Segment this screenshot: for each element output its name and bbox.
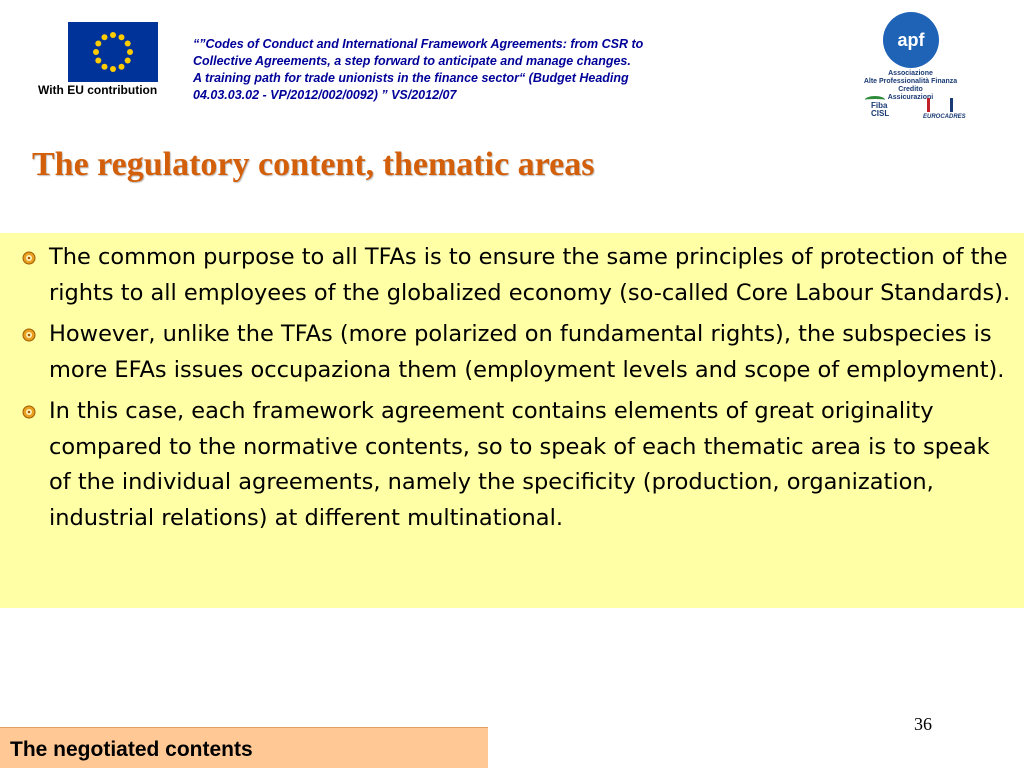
project-header-line: Collective Agreements, a step forward to anticipate and manage changes. <box>193 54 631 68</box>
project-header <box>193 36 813 104</box>
uni-logo-icon <box>927 98 953 112</box>
project-header-line: 04.03.03.02 - VP/2012/002/0092) ” VS/2012/07 <box>193 88 457 102</box>
eu-flag-logo <box>68 22 158 82</box>
apf-line: Alte Professionalità Finanza <box>863 78 958 85</box>
apf-line: Associazione <box>888 70 933 77</box>
target-bullet-icon <box>22 328 36 342</box>
project-header-line: A training path for trade unionists in the finance sector“ (Budget Heading <box>193 71 629 85</box>
bullet-text: In this case, each framework agreement contains elements of great originality compared to the normative contents, so to speak of each thematic area is to speak of the individual agreements, namely the specificity (production, organization, industrial relations) at different multinational. <box>49 398 990 531</box>
fiba-line: CISL <box>871 109 890 118</box>
apf-circle-icon <box>883 12 939 68</box>
bullet-item <box>22 317 1012 388</box>
bullet-text: However, unlike the TFAs (more polarized on fundamental rights), the subspecies is more EFAs issues occupaziona them (employment levels and scope of employment). <box>49 321 1005 383</box>
apf-line: Assicurazioni <box>887 94 934 101</box>
page-number: 36 <box>914 714 932 734</box>
target-bullet-icon <box>22 251 36 265</box>
fiba-line: Fiba <box>871 101 888 110</box>
target-bullet-icon <box>22 405 36 419</box>
bullet-item <box>22 394 1012 536</box>
project-header-line: “”Codes of Conduct and International Framework Agreements: from CSR to <box>193 37 644 51</box>
fiba-cisl-logo <box>871 102 889 118</box>
bullet-item <box>22 240 1012 311</box>
apf-acronym: apf <box>897 29 925 50</box>
slide-title: The regulatory content, thematic areas <box>32 146 595 183</box>
eurocadres-label: EUROCADRES <box>923 114 966 120</box>
footer-label: The negotiated contents <box>10 738 253 761</box>
bullet-text: The common purpose to all TFAs is to ensure the same principles of protection of the rights to all employees of the globalized economy (so-called Core Labour Standards). <box>49 244 1011 306</box>
eu-stars-icon <box>68 22 158 82</box>
bullet-list <box>22 240 1012 542</box>
apf-line: Credito <box>898 86 923 93</box>
eu-contribution-caption: With EU contribution <box>38 83 158 97</box>
apf-logo <box>853 10 968 122</box>
